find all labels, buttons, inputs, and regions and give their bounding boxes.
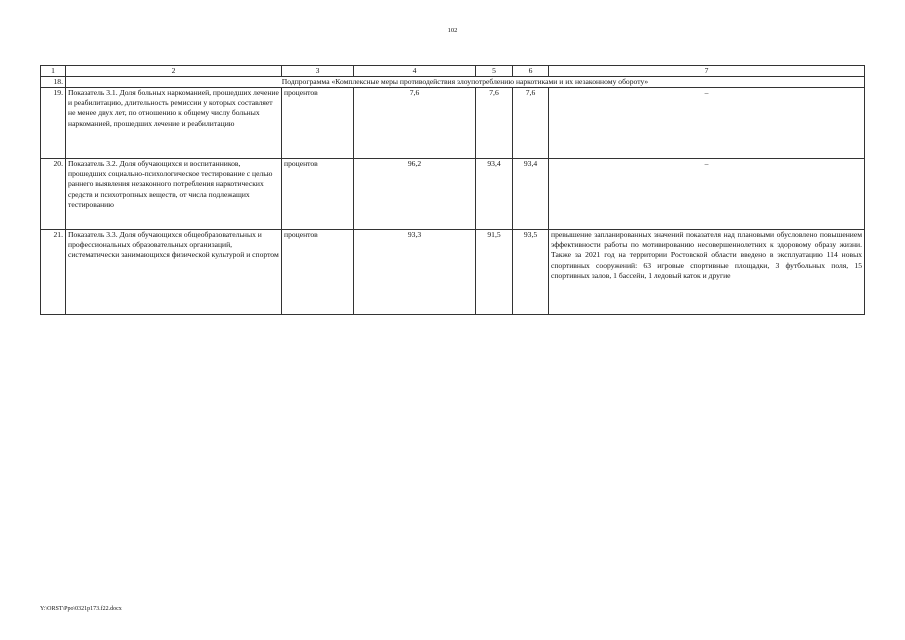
indicator-name: Показатель 3.1. Доля больных наркоманией, прошедших лечение и реабилитацию, длительность ремиссии у которых составляет не менее двух лет, по отношению к общему числу больных наркоманией, прошедших лечение и реабилитацию [66, 88, 282, 159]
table-row [41, 159, 865, 230]
value-col6: 93,5 [513, 230, 549, 315]
value-col4: 93,3 [354, 230, 476, 315]
column-number-row [41, 66, 865, 77]
column-header: 2 [66, 66, 282, 77]
unit-cell: процентов [282, 159, 354, 230]
column-header: 5 [476, 66, 513, 77]
table-row [41, 230, 865, 315]
indicators-table [40, 65, 865, 315]
page-number: 102 [447, 27, 458, 34]
value-col5: 93,4 [476, 159, 513, 230]
file-path-footer: Y:\ORST\Ppo\0321p173.f22.docx [40, 606, 122, 612]
column-header: 6 [513, 66, 549, 77]
value-col5: 7,6 [476, 88, 513, 159]
subprogram-row [41, 77, 865, 88]
indicator-name: Показатель 3.2. Доля обучающихся и воспитанников, прошедших социально-психологическое тестирование с целью раннего выявления незаконного потребления наркотических средств и психотропных веществ, от числа подлежащих тестированию [66, 159, 282, 230]
note-cell: – [549, 159, 865, 230]
value-col6: 93,4 [513, 159, 549, 230]
indicator-name: Показатель 3.3. Доля обучающихся общеобразовательных и профессиональных образовательных организаций, систематически занимающихся физической культурой и спортом [66, 230, 282, 315]
unit-cell: процентов [282, 230, 354, 315]
column-header: 1 [41, 66, 66, 77]
row-number: 18. [41, 77, 66, 88]
note-cell: превышение запланированных значений показателя над плановыми обусловлено повышением эффективности работы по мотивированию несовершеннолетних к здоровому образу жизни. Также за 2021 год на территории Ростовской области введено в эксплуатацию 114 новых спортивных сооружений: 63 игровые спортивные площадки, 3 футбольных поля, 15 спортивных залов, 1 бассейн, 1 ледовый каток и другие [549, 230, 865, 315]
value-col5: 91,5 [476, 230, 513, 315]
table-row [41, 88, 865, 159]
row-number: 20. [41, 159, 66, 230]
unit-cell: процентов [282, 88, 354, 159]
value-col4: 96,2 [354, 159, 476, 230]
column-header: 4 [354, 66, 476, 77]
note-cell: – [549, 88, 865, 159]
subprogram-title: Подпрограмма «Комплексные меры противодействия злоупотреблению наркотиками и их незаконному обороту» [66, 77, 865, 88]
column-header: 3 [282, 66, 354, 77]
value-col6: 7,6 [513, 88, 549, 159]
column-header: 7 [549, 66, 865, 77]
row-number: 21. [41, 230, 66, 315]
row-number: 19. [41, 88, 66, 159]
value-col4: 7,6 [354, 88, 476, 159]
